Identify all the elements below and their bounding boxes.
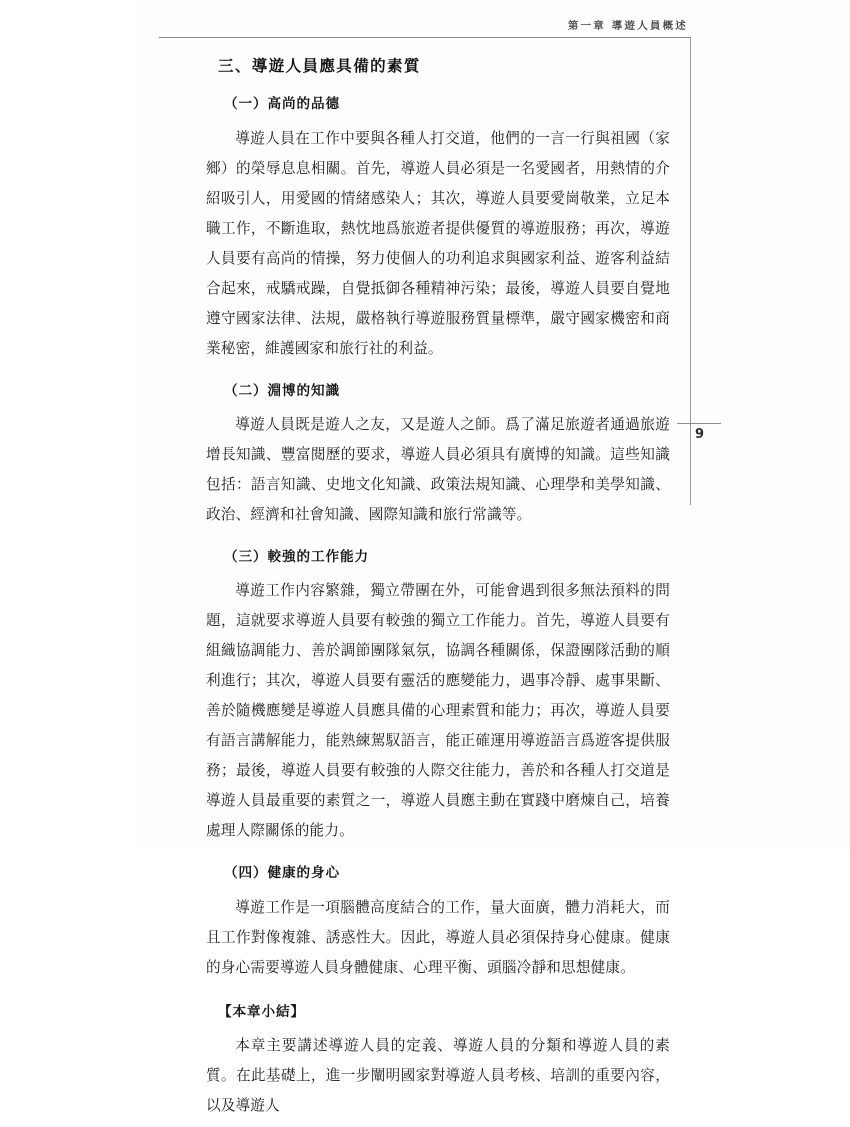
chapter-summary-heading: 【本章小結】 <box>218 1003 305 1020</box>
subsection-heading-3: （三）較強的工作能力 <box>224 549 369 566</box>
section-heading: 三、導遊人員應具備的素質 <box>218 56 421 75</box>
text-column <box>206 54 670 1127</box>
subsection-heading-4: （四）健康的身心 <box>224 865 340 882</box>
chapter-summary-body: 本章主要講述導遊人員的定義、導遊人員的分類和導遊人員的素質。在此基礎上，進一步闡明國家對導遊人員考核、培訓的重要內容，以及導遊人 <box>206 1037 670 1115</box>
folio-rule <box>677 423 721 424</box>
header-rule-horizontal <box>159 37 690 38</box>
subsection-body-3: 導遊工作内容繁雜，獨立帶團在外，可能會遇到很多無法預料的問題，這就要求導遊人員要有較強的獨立工作能力。首先，導遊人員要有組織協調能力、善於調節團隊氣氛，協調各種關係，保證團隊活動的順利進行；其次，導遊人員要有靈活的應變能力，遇事冷靜、處事果斷、善於隨機應變是導遊人員應具備的心理素質和能力；再次，導遊人員要有語言講解能力，能熟練駕馭語言，能正確運用導遊語言爲遊客提供服務；最後，導遊人員要有較強的人際交往能力，善於和各種人打交道是導遊人員最重要的素質之一，導遊人員應主動在實踐中磨煉自己，培養處理人際關係的能力。 <box>206 582 670 840</box>
subsection-body-2: 導遊人員既是遊人之友，又是遊人之師。爲了滿足旅遊者通過旅遊增長知識、豐富閱歷的要求，導遊人員必須具有廣博的知識。這些知識包括：語言知識、史地文化知識、政策法規知識、心理學和美學知識、政治、經濟和社會知識、國際知識和旅行常識等。 <box>206 416 670 524</box>
page-number: 9 <box>695 427 705 442</box>
subsection-body-4: 導遊工作是一項腦體高度結合的工作，量大面廣，體力消耗大，而且工作對像複雜、誘惑性大。因此，導遊人員必須保持身心健康。健康的身心需要導遊人員身體健康、心理平衡、頭腦冷靜和思想健康。 <box>206 898 670 976</box>
subsection-heading-2: （二）淵博的知識 <box>224 382 340 399</box>
running-header-text: 第一章 導遊人員概述 <box>567 20 688 32</box>
header-rule-vertical <box>690 37 691 505</box>
subsection-heading-1: （一）高尚的品德 <box>224 96 340 113</box>
subsection-body-1: 導遊人員在工作中要與各種人打交道，他們的一言一行與祖國（家鄉）的榮辱息息相關。首先，導遊人員必須是一名愛國者，用熱情的介紹吸引人，用愛國的情緒感染人；其次，導遊人員要愛崗敬業，立足本職工作，不斷進取，熱忱地爲旅遊者提供優質的導遊服務；再次，導遊人員要有高尚的情操，努力使個人的功利追求與國家利益、遊客利益結合起來，戒驕戒躁，自覺抵御各種精神污染；最後，導遊人員要自覺地遵守國家法律、法規，嚴格執行導遊服務質量標準，嚴守國家機密和商業秘密，維護國家和旅行社的利益。 <box>206 129 670 357</box>
